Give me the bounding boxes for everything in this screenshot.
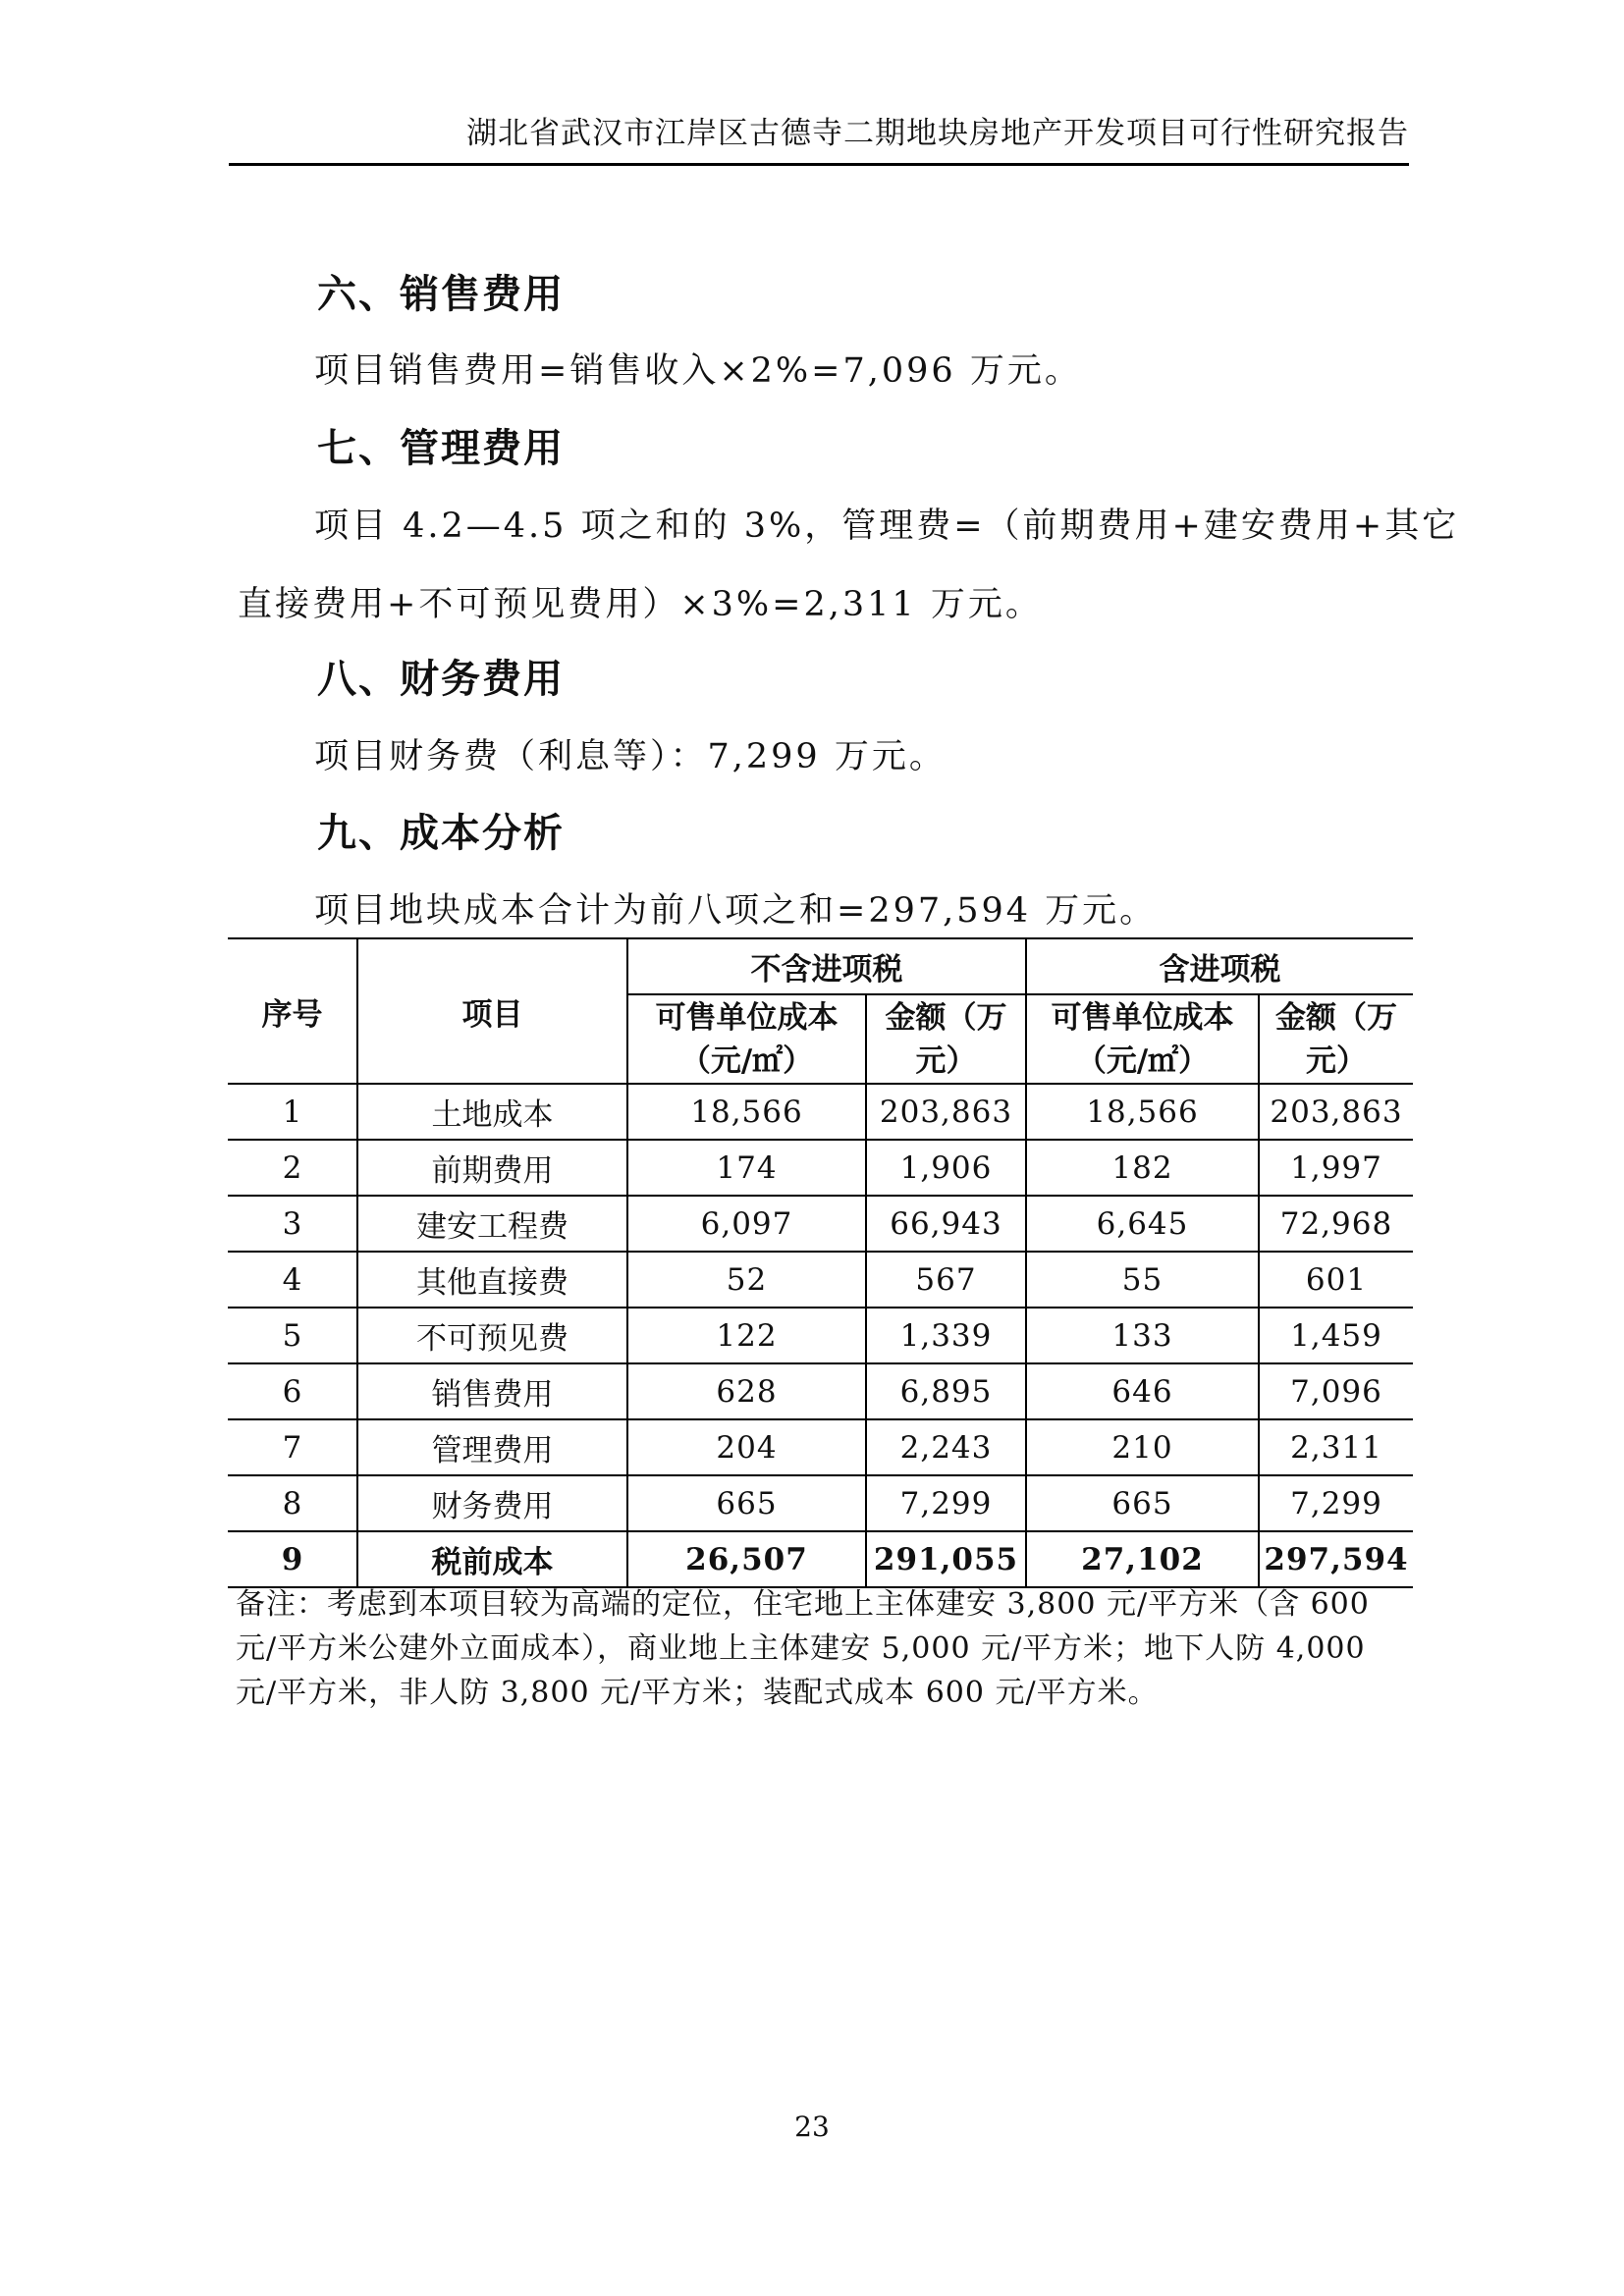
paragraph-management-expense-line2: 直接费用+不可预见费用）×3%=2,311 万元。 bbox=[238, 585, 1043, 624]
cell-incl-amount: 601 bbox=[1259, 1252, 1413, 1308]
cell-incl-unit: 182 bbox=[1026, 1140, 1259, 1196]
cell-incl-amount: 7,096 bbox=[1259, 1363, 1413, 1419]
cell-incl-unit: 55 bbox=[1026, 1252, 1259, 1308]
cell-excl-unit: 122 bbox=[627, 1308, 866, 1363]
table-row-total bbox=[228, 1531, 1413, 1587]
header-rule bbox=[229, 163, 1409, 166]
cell-excl-unit: 6,097 bbox=[627, 1196, 866, 1252]
cell-incl-unit: 27,102 bbox=[1026, 1531, 1259, 1587]
cell-excl-amount: 1,339 bbox=[866, 1308, 1026, 1363]
cell-item: 前期费用 bbox=[357, 1140, 627, 1196]
heading-finance-expense: 八、财务费用 bbox=[317, 657, 565, 702]
cell-incl-unit: 6,645 bbox=[1026, 1196, 1259, 1252]
cell-excl-amount: 1,906 bbox=[866, 1140, 1026, 1196]
cell-seq: 1 bbox=[228, 1084, 357, 1140]
page-number: 23 bbox=[794, 2110, 830, 2143]
cell-excl-amount: 567 bbox=[866, 1252, 1026, 1308]
cell-item: 财务费用 bbox=[357, 1475, 627, 1531]
cell-seq: 2 bbox=[228, 1140, 357, 1196]
cell-excl-amount: 203,863 bbox=[866, 1084, 1026, 1140]
cell-seq: 9 bbox=[228, 1531, 357, 1587]
cell-incl-unit: 210 bbox=[1026, 1419, 1259, 1475]
cell-item: 管理费用 bbox=[357, 1419, 627, 1475]
cell-excl-unit: 26,507 bbox=[627, 1531, 866, 1587]
cell-item: 税前成本 bbox=[357, 1531, 627, 1587]
cell-seq: 4 bbox=[228, 1252, 357, 1308]
cell-item: 建安工程费 bbox=[357, 1196, 627, 1252]
cell-incl-amount: 297,594 bbox=[1259, 1531, 1413, 1587]
cell-seq: 5 bbox=[228, 1308, 357, 1363]
page-header: 湖北省武汉市江岸区古德寺二期地块房地产开发项目可行性研究报告 bbox=[466, 116, 1409, 151]
heading-cost-analysis: 九、成本分析 bbox=[317, 811, 565, 856]
table-row bbox=[228, 1140, 1413, 1196]
cell-excl-amount: 6,895 bbox=[866, 1363, 1026, 1419]
paragraph-sales-expense: 项目销售费用=销售收入×2%=7,096 万元。 bbox=[314, 351, 1082, 391]
table-note: 备注：考虑到本项目较为高端的定位，住宅地上主体建安 3,800 元/平方米（含 600 元/平方米公建外立面成本），商业地上主体建安 5,000 元/平方米；地下人防 4,000 元/平方米，非人防 3,800 元/平方米；装配式成本 600 元/平方米。 bbox=[236, 1587, 1370, 1710]
cell-excl-amount: 7,299 bbox=[866, 1475, 1026, 1531]
col-header-seq: 序号 bbox=[228, 938, 357, 1084]
table-row bbox=[228, 1252, 1413, 1308]
cell-excl-unit: 174 bbox=[627, 1140, 866, 1196]
cell-item: 土地成本 bbox=[357, 1084, 627, 1140]
col-header-excl-unit-cost: 可售单位成本（元/㎡） bbox=[627, 994, 866, 1084]
cell-incl-unit: 133 bbox=[1026, 1308, 1259, 1363]
col-header-incl-amount: 金额（万元） bbox=[1259, 994, 1413, 1084]
table-row bbox=[228, 1419, 1413, 1475]
cell-excl-unit: 18,566 bbox=[627, 1084, 866, 1140]
cell-incl-amount: 72,968 bbox=[1259, 1196, 1413, 1252]
cost-table bbox=[228, 937, 1413, 1588]
cell-item: 销售费用 bbox=[357, 1363, 627, 1419]
cell-incl-amount: 1,459 bbox=[1259, 1308, 1413, 1363]
cell-incl-amount: 2,311 bbox=[1259, 1419, 1413, 1475]
cell-seq: 8 bbox=[228, 1475, 357, 1531]
cell-incl-amount: 7,299 bbox=[1259, 1475, 1413, 1531]
cell-incl-unit: 646 bbox=[1026, 1363, 1259, 1419]
cell-excl-unit: 665 bbox=[627, 1475, 866, 1531]
table-row bbox=[228, 1475, 1413, 1531]
group-header-excl-tax: 不含进项税 bbox=[627, 938, 1026, 994]
table-row bbox=[228, 1196, 1413, 1252]
cell-seq: 3 bbox=[228, 1196, 357, 1252]
cell-incl-unit: 665 bbox=[1026, 1475, 1259, 1531]
table-row bbox=[228, 1084, 1413, 1140]
cell-seq: 7 bbox=[228, 1419, 357, 1475]
cell-incl-amount: 1,997 bbox=[1259, 1140, 1413, 1196]
cell-incl-unit: 18,566 bbox=[1026, 1084, 1259, 1140]
cell-excl-amount: 291,055 bbox=[866, 1531, 1026, 1587]
heading-sales-expense: 六、销售费用 bbox=[317, 272, 565, 317]
cell-item: 其他直接费 bbox=[357, 1252, 627, 1308]
paragraph-finance-expense: 项目财务费（利息等）：7,299 万元。 bbox=[314, 737, 947, 776]
paragraph-management-expense-line1: 项目 4.2—4.5 项之和的 3%，管理费=（前期费用+建安费用+其它 bbox=[314, 507, 1460, 546]
col-header-incl-unit-cost: 可售单位成本（元/㎡） bbox=[1026, 994, 1259, 1084]
cell-seq: 6 bbox=[228, 1363, 357, 1419]
cell-incl-amount: 203,863 bbox=[1259, 1084, 1413, 1140]
cell-excl-amount: 2,243 bbox=[866, 1419, 1026, 1475]
col-header-excl-amount: 金额（万元） bbox=[866, 994, 1026, 1084]
table-row bbox=[228, 1308, 1413, 1363]
table-row bbox=[228, 1363, 1413, 1419]
group-header-incl-tax: 含进项税 bbox=[1026, 938, 1413, 994]
cell-excl-unit: 628 bbox=[627, 1363, 866, 1419]
paragraph-cost-analysis: 项目地块成本合计为前八项之和=297,594 万元。 bbox=[314, 891, 1158, 931]
cell-excl-unit: 52 bbox=[627, 1252, 866, 1308]
cell-excl-amount: 66,943 bbox=[866, 1196, 1026, 1252]
cell-item: 不可预见费 bbox=[357, 1308, 627, 1363]
cell-excl-unit: 204 bbox=[627, 1419, 866, 1475]
col-header-item: 项目 bbox=[357, 938, 627, 1084]
heading-management-expense: 七、管理费用 bbox=[317, 426, 565, 471]
